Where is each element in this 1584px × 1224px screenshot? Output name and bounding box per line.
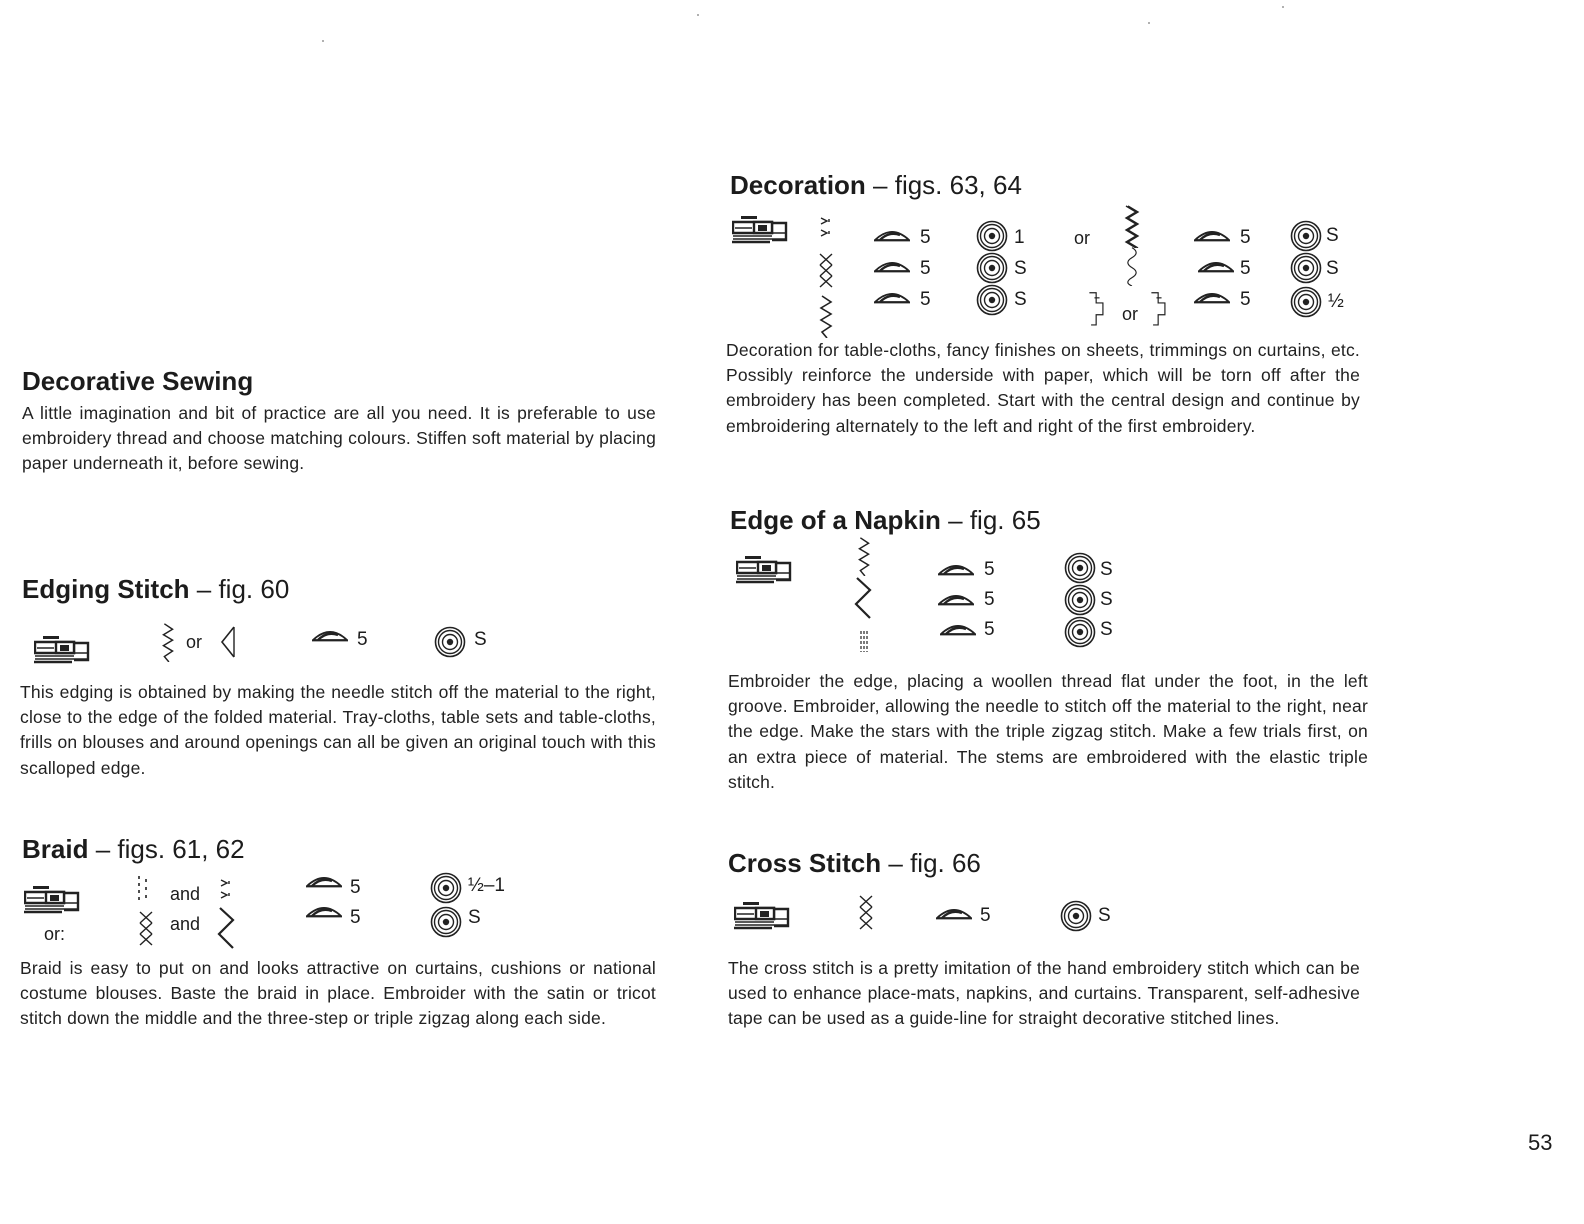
stitch-length-icon <box>936 906 972 920</box>
satin-stitch-icon <box>136 874 150 904</box>
three-step-zigzag-icon <box>818 294 834 338</box>
presser-foot-icon <box>734 900 790 930</box>
braid-and-label-1: and <box>170 884 201 904</box>
stitch-length-icon <box>938 562 974 576</box>
presser-foot-icon <box>736 554 792 584</box>
edging-stitch-title <box>22 574 289 604</box>
stitch-length-icon <box>306 904 342 918</box>
napkin-title <box>730 505 1041 535</box>
decoration-title <box>730 170 1022 200</box>
braid-title <box>22 834 245 864</box>
decoration-right-width-1: S <box>1326 225 1339 246</box>
page-number: 53 <box>1528 1130 1553 1155</box>
triple-zigzag-icon <box>852 576 874 620</box>
napkin-length-1: 5 <box>984 559 995 580</box>
decoration-right-width-3: ½ <box>1328 291 1344 312</box>
braid-or-label: or: <box>44 924 66 944</box>
decoration-right-length-2: 5 <box>1240 258 1251 279</box>
braid-width-value-2: S <box>468 907 481 928</box>
decoration-left-length-1: 5 <box>920 227 931 248</box>
cross-width-value: S <box>1098 905 1111 926</box>
cross-stitch-icon <box>138 908 154 952</box>
napkin-fig-ref: – fig. 65 <box>940 505 1041 535</box>
presser-foot-icon <box>24 884 80 914</box>
decoration-right-length-1: 5 <box>1240 227 1251 248</box>
decoration-or-label-1: or <box>1074 228 1091 248</box>
braid-length-value-2: 5 <box>350 907 361 928</box>
stitch-width-knob-icon <box>976 252 1008 284</box>
stitch-width-knob-icon <box>1060 900 1092 932</box>
three-step-zigzag-icon <box>856 536 872 576</box>
decorative-sewing-title <box>22 366 253 396</box>
greek-key-stitch-icon <box>1148 288 1170 328</box>
stitch-length-icon <box>938 592 974 606</box>
braid-and-label-2: and <box>170 914 201 934</box>
napkin-length-3: 5 <box>984 619 995 640</box>
edging-stitch-text: This edging is obtained by making the needle stitch off the material to the right, close to the edge of the folded material. Tray-cloths, table sets and table-cloths, frills on blouses and around openings can all be given an original touch with this scalloped edge. <box>20 682 656 778</box>
napkin-width-1: S <box>1100 559 1113 580</box>
scallop-stitch-icon <box>218 624 238 660</box>
cross-stitch-fig-ref: – fig. 66 <box>881 848 981 878</box>
decoration-title-text: Decoration <box>730 170 866 200</box>
presser-foot-icon <box>732 214 788 244</box>
stitch-width-knob-icon <box>1064 552 1096 584</box>
napkin-text: Embroider the edge, placing a woollen thread flat under the foot, in the left groove. Embroider, allowing the needle to stitch off the material to the right, near the edge. Make the stars with the triple zigzag stitch. Make a few trials first, on an extra piece of material. The stems are embroidered with the elastic triple stitch. <box>728 671 1368 792</box>
decorative-sewing-title-text: Decorative Sewing <box>22 366 254 396</box>
braid-width-value-1: ½–1 <box>468 875 505 896</box>
decorative-sewing-text: A little imagination and bit of practice are all you need. It is preferable to use embroidery thread and choose matching colours. Stiffen soft material by placing paper underneath it, before sewing. <box>22 403 656 474</box>
stitch-length-icon <box>1194 228 1230 242</box>
edging-stitch-fig-ref: – fig. 60 <box>189 574 290 604</box>
decoration-left-width-1: 1 <box>1014 227 1025 248</box>
tricot-stitch-icon <box>218 876 232 906</box>
decoration-left-length-2: 5 <box>920 258 931 279</box>
tricot-stitch-icon <box>818 214 832 244</box>
edging-or-label: or <box>186 632 203 652</box>
decoration-text: Decoration for table-cloths, fancy finishes on sheets, trimmings on curtains, etc. Possibly reinforce the underside with paper, which will be torn off after the embroidery has been completed. Start with the central design and continue by embroidering alternately to the left and right of the first embroidery. <box>726 340 1360 436</box>
braid-fig-ref: – figs. 61, 62 <box>88 834 245 864</box>
braid-title-text: Braid <box>22 834 89 864</box>
triple-zigzag-icon <box>216 906 236 950</box>
stitch-length-icon <box>940 622 976 636</box>
napkin-width-2: S <box>1100 589 1113 610</box>
cross-stitch-text: The cross stitch is a pretty imitation of the hand embroidery stitch which can be used to enhance place-mats, napkins, and curtains. Transparent, self-adhesive tape can be used as a guide-line for straight decorative stitched lines. <box>728 958 1360 1029</box>
stitch-width-knob-icon <box>976 284 1008 316</box>
stitch-width-knob-icon <box>1290 220 1322 252</box>
stitch-length-icon <box>874 228 910 242</box>
stitch-width-knob-icon <box>430 872 462 904</box>
wavy-stitch-icon <box>1120 246 1144 286</box>
elastic-triple-stitch-icon <box>858 622 870 662</box>
stitch-width-knob-icon <box>1064 616 1096 648</box>
decoration-right-length-3: 5 <box>1240 289 1251 310</box>
stitch-length-icon <box>874 259 910 273</box>
stitch-length-icon <box>306 874 342 888</box>
stitch-length-icon <box>1198 259 1234 273</box>
stitch-length-icon <box>312 628 348 642</box>
cross-stitch-icon <box>858 892 874 936</box>
stitch-width-knob-icon <box>1064 584 1096 616</box>
edging-width-value: S <box>474 629 487 650</box>
decoration-or-label-2: or <box>1122 304 1139 324</box>
braid-length-value-1: 5 <box>350 877 361 898</box>
cross-stitch-icon <box>818 250 834 294</box>
stitch-width-knob-icon <box>434 626 466 658</box>
napkin-length-2: 5 <box>984 589 995 610</box>
stitch-width-knob-icon <box>1290 252 1322 284</box>
stitch-width-knob-icon <box>976 220 1008 252</box>
decoration-fig-ref: – figs. 63, 64 <box>865 170 1022 200</box>
stitch-length-icon <box>874 290 910 304</box>
three-step-zigzag-icon <box>160 622 176 662</box>
cross-length-value: 5 <box>980 905 991 926</box>
stitch-width-knob-icon <box>1290 286 1322 318</box>
serpentine-stitch-icon <box>1122 204 1142 248</box>
cross-stitch-title <box>728 848 981 878</box>
braid-text: Braid is easy to put on and looks attractive on curtains, cushions or national costume blouses. Baste the braid in place. Embroider with the satin or tricot stitch down the middle and the three-step or triple zigzag along each side. <box>20 958 656 1029</box>
decoration-right-width-2: S <box>1326 258 1339 279</box>
decoration-left-length-3: 5 <box>920 289 931 310</box>
decoration-left-width-2: S <box>1014 258 1027 279</box>
presser-foot-icon <box>34 634 90 664</box>
cross-stitch-title-text: Cross Stitch <box>728 848 882 878</box>
greek-key-stitch-icon <box>1086 288 1108 328</box>
decoration-left-width-3: S <box>1014 289 1027 310</box>
edging-length-value: 5 <box>357 629 368 650</box>
napkin-title-text: Edge of a Napkin <box>730 505 941 535</box>
edging-stitch-title-text: Edging Stitch <box>22 574 190 604</box>
stitch-width-knob-icon <box>430 906 462 938</box>
stitch-length-icon <box>1194 290 1230 304</box>
napkin-width-3: S <box>1100 619 1113 640</box>
